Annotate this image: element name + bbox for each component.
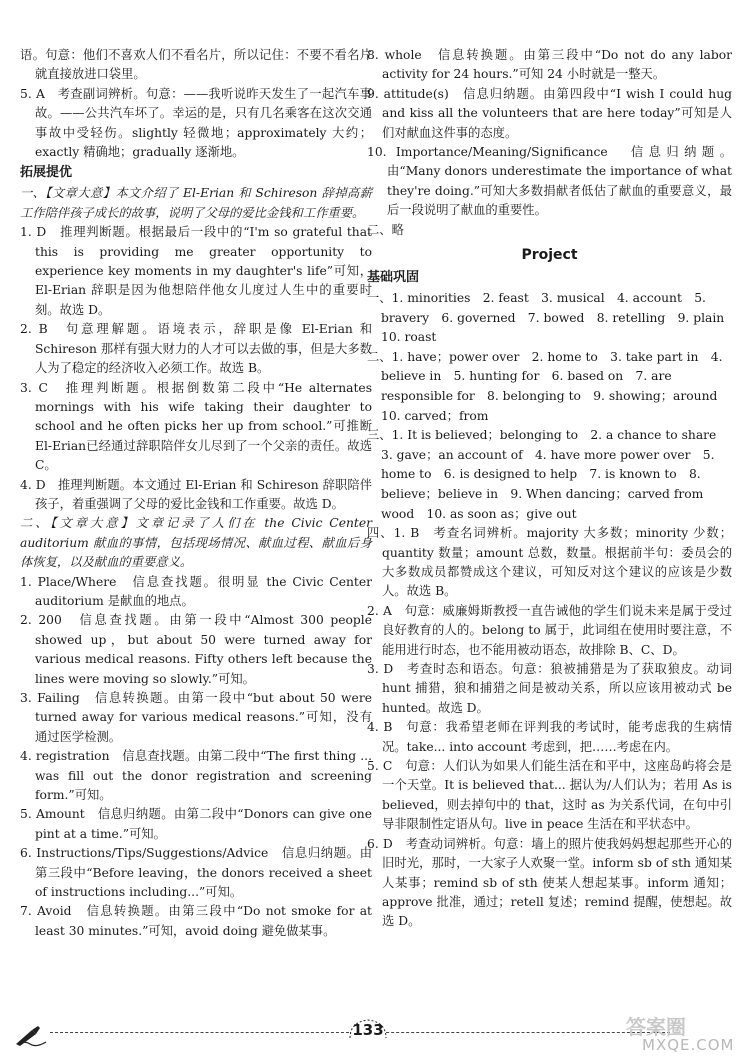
fill-in-answers: 二、1. have；power over 2. home to 3. take part in 4. believe in 5. hunting for 6. based on 7. are responsible for 8. belonging to 9. showing；around 10. carved；from [367,349,730,423]
article-summary: 二、【文章大意】文章记录了人们在 the Civic Center auditorium 献血的事情，包括现场情况、献血过程、献血后身体恢复，以及献血的重要意义。 [20,516,372,570]
answer-item: 四、1. B 考查名词辨析。majority 大多数；minority 少数；quantity 数量；amount 总数，数量。根据前半句：委员会的大多数成员都赞成这个建议，可知反对这个建议的应该是少数人。故选 B。 [367,526,732,599]
fill-in-answers: 一、1. minorities 2. feast 3. musical 4. account 5. bravery 6. governed 7. bowed 8. retelling 9. plain 10. roast [367,291,737,345]
answer-item: 1. D 推理判断题。根据最后一段中的“I'm so grateful that this is providing me greater opportunity to experience key moments in my daughter's life”可知，El-Erian 辞职是因为他想陪伴他女儿度过人生中的重要时刻。故选 D。 [20,225,372,317]
answer-item: 5. C 句意：人们认为如果人们能生活在和平中，这座岛屿将会是一个天堂。It is believed that... 据认为/人们认为；若用 As is believed，则去掉句中的 that，这时 as 为关系代词，在句中引导非限制性定语从句。live in peace 生活在和平状态中。 [367,759,732,832]
left-column [20,46,372,941]
answer-item: 6. D 考查动词辨析。句意：墙上的照片使我妈妈想起那些开心的旧时光，那时，一大家子人欢聚一堂。inform sb of sth 通知某人某事；remind sb of sth 使某人想起某事。inform 通知；approve 批准，通过；retell 复述；remind 提醒，使想起。故选 D。 [367,836,732,929]
section-heading-basics: 基础巩固 [367,270,420,286]
answer-item: 3. D 考查时态和语态。句意：狼被捕猎是为了获取狼皮。动词 hunt 捕猎，狼和捕猎之间是被动关系，所以应该用被动式 be hunted。故选 D。 [367,662,732,715]
fill-in-answers: 三、1. It is believed；belonging to 2. a chance to share 3. gave；an account of 4. have more power over 5. home to 6. is designed to help 7. is known to 8. believe；believe in 9. When dancing；carved from wood 10. as soon as；give out [367,428,729,521]
answer-item: 8. whole 信息转换题。由第三段中“Do not do any labor activity for 24 hours.”可知 24 小时就是一整天。 [367,48,732,82]
answer-item: 10. Importance/Meaning/Significance 信息归纳题。由“Many donors underestimate the importance of what they're doing.”可知大多数捐献者低估了献血的重要意义，最后一段说明了献血的重要性。 [367,145,732,218]
answer-item: 3. C 推理判断题。根据倒数第二段中“He alternates mornings with his wife taking their daughter to school and he often picks her up from school.”可推断 El-Erian已经通过辞职陪伴女儿尽到了一个父亲的责任。故选 C。 [20,380,372,473]
answer-item: 2. A 句意：威廉姆斯教授一直告诫他的学生们说未来是属于受过良好教育的人的。belong to 属于，此词组在使用时要注意，不能用进行时态，也不能用被动语态，故排除 B、C、D。 [367,603,732,657]
answer-item: 4. registration 信息查找题。由第二段中“The first thing ... was fill out the donor registration and screening form.”可知。 [20,749,372,803]
answer-item: 5. A 考查副词辨析。句意：——我听说昨天发生了一起汽车事故。——公共汽车坏了。幸运的是，只有几名乘客在这次交通事故中受轻伤。slightly 轻微地；approximately 大约；exactly 精确地；gradually 逐渐地。 [20,86,372,160]
answer-item: 1. Place/Where 信息查找题。很明显 the Civic Center auditorium 是献血的地点。 [20,574,372,608]
answer-item: 7. Avoid 信息转换题。由第三段中“Do not smoke for at least 30 minutes.”可知，avoid doing 避免做某事。 [20,904,372,938]
answer-item: 9. attitude(s) 信息归纳题。由第四段中“I wish I could hug and kiss all the volunteers that are here today”可知是人们对献血这件事的态度。 [367,86,732,140]
answer-item: 6. Instructions/Tips/Suggestions/Advice 信息归纳题。由第三段中“Before leaving，the donors received a sheet of instructions including...”可知。 [20,846,372,900]
svg-text:答案圈: 答案圈 [626,1015,686,1039]
watermark-text: MXQE.COM [642,1036,735,1054]
answer-item-omitted: 二、略 [367,222,404,237]
right-column [367,46,737,932]
answer-item: 2. B 句意理解题。语境表示，辞职是像 El-Erian 和 Schireson 那样有强大财力的人才可以去做的事，但是大多数人为了稳定的经济收入必须工作。故选 B。 [20,322,372,376]
pen-icon [12,1024,52,1048]
section-heading-extension: 拓展提优 [20,165,73,181]
page-number-text: 133 [352,1021,384,1039]
answer-item: 语。句意：他们不喜欢人们不看名片，所以记住：不要不看名片就直接放进口袋里。 [20,48,372,82]
answer-item: 2. 200 信息查找题。由第一段中“Almost 300 people showed up，but about 50 were turned away for various medical reasons. Fifty others left because the lines were moving so slowly.”可知。 [20,613,372,686]
answer-item: 4. B 句意：我希望老师在评判我的考试时，能考虑我的生病情况。take... into account 考虑到，把……考虑在内。 [367,720,732,754]
answer-item: 5. Amount 信息归纳题。由第二段中“Donors can give one pint at a time.”可知。 [20,807,372,841]
answer-item: 3. Failing 信息转换题。由第一段中“but about 50 were turned away for various medical reasons.”可知，没有通过医学检测。 [20,691,372,744]
answer-item: 4. D 推理判断题。本文通过 El-Erian 和 Schireson 辞职陪伴孩子，着重强调了父母的爱比金钱和工作重要。故选 D。 [20,477,372,511]
article-summary: 一、【文章大意】本文介绍了 El-Erian 和 Schireson 辞掉高薪工作陪伴孩子成长的故事，说明了父母的爱比金钱和工作重要。 [20,186,372,220]
page-number [344,1014,392,1046]
section-title-project: Project [521,247,578,264]
